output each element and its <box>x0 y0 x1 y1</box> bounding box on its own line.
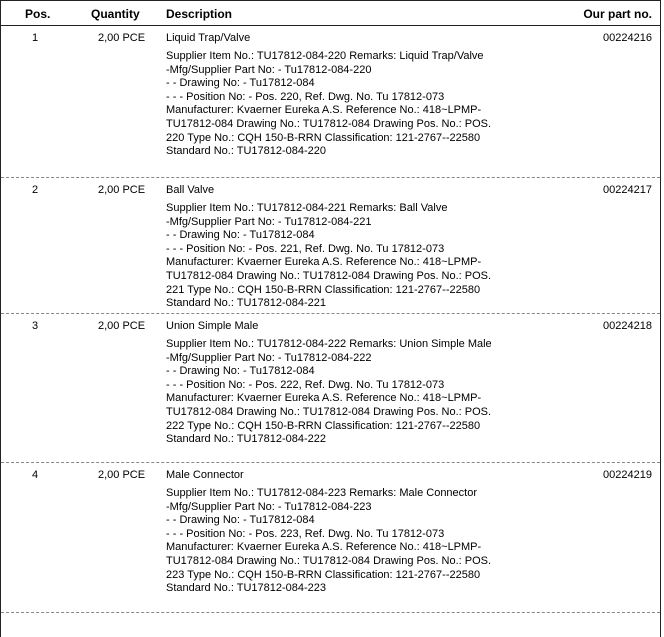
table-row <box>1 26 660 178</box>
row-quantity: 2,00 PCE <box>98 184 146 196</box>
row-details <box>166 338 511 447</box>
table-row <box>1 314 660 463</box>
row-quantity: 2,00 PCE <box>98 32 146 44</box>
detail-supplier-item: Supplier Item No.: TU17812-084-223 Remarks: Male Connector <box>166 487 478 499</box>
detail-manufacturer: Manufacturer: Kvaerner Eureka A.S. Reference No.: 418~LPMP-TU17812-084 Drawing No.: TU17812-084 Drawing Pos. No.: POS. 220 Type No.: CQH 150-B-RRN Classification: 121-2767--22580 Standard No.: TU17812-084-220 <box>166 104 492 158</box>
header-part-no: Our part no. <box>583 7 652 21</box>
detail-manufacturer: Manufacturer: Kvaerner Eureka A.S. Reference No.: 418~LPMP-TU17812-084 Drawing No.: TU17812-084 Drawing Pos. No.: POS. 221 Type No.: CQH 150-B-RRN Classification: 121-2767--22580 Standard No.: TU17812-084-221 <box>166 256 492 310</box>
row-description: Union Simple Male <box>166 320 259 332</box>
row-description: Ball Valve <box>166 184 215 196</box>
detail-supplier-item: Supplier Item No.: TU17812-084-220 Remarks: Liquid Trap/Valve <box>166 50 484 62</box>
row-pos: 2 <box>32 184 39 196</box>
detail-supplier-item: Supplier Item No.: TU17812-084-221 Remarks: Ball Valve <box>166 202 448 214</box>
detail-supplier-item: Supplier Item No.: TU17812-084-222 Remarks: Union Simple Male <box>166 338 492 350</box>
header-quantity: Quantity <box>91 7 140 21</box>
table-header <box>1 1 660 25</box>
row-part-no: 00224217 <box>603 184 652 196</box>
detail-position: - - - Position No: - Pos. 223, Ref. Dwg. No. Tu 17812-073 <box>166 527 445 540</box>
table-row <box>1 178 660 314</box>
detail-drawing: - - Drawing No: - Tu17812-084 <box>166 77 315 90</box>
row-pos: 1 <box>32 32 39 44</box>
row-quantity: 2,00 PCE <box>98 320 146 332</box>
header-description: Description <box>166 7 233 21</box>
row-details <box>166 487 511 596</box>
detail-mfg-part: -Mfg/Supplier Part No: - Tu17812-084-222 <box>166 351 372 364</box>
detail-position: - - - Position No: - Pos. 222, Ref. Dwg. No. Tu 17812-073 <box>166 378 445 391</box>
detail-drawing: - - Drawing No: - Tu17812-084 <box>166 229 315 242</box>
row-description: Liquid Trap/Valve <box>166 32 251 44</box>
row-pos: 4 <box>32 469 39 481</box>
detail-mfg-part: -Mfg/Supplier Part No: - Tu17812-084-221 <box>166 215 372 228</box>
row-details <box>166 50 511 159</box>
detail-mfg-part: -Mfg/Supplier Part No: - Tu17812-084-220 <box>166 63 372 76</box>
row-part-no: 00224218 <box>603 320 652 332</box>
row-part-no: 00224219 <box>603 469 652 481</box>
row-part-no: 00224216 <box>603 32 652 44</box>
header-pos: Pos. <box>25 7 51 21</box>
detail-drawing: - - Drawing No: - Tu17812-084 <box>166 365 315 378</box>
detail-manufacturer: Manufacturer: Kvaerner Eureka A.S. Reference No.: 418~LPMP-TU17812-084 Drawing No.: TU17812-084 Drawing Pos. No.: POS. 222 Type No.: CQH 150-B-RRN Classification: 121-2767--22580 Standard No.: TU17812-084-222 <box>166 392 492 446</box>
detail-drawing: - - Drawing No: - Tu17812-084 <box>166 514 315 527</box>
table-row <box>1 463 660 613</box>
detail-manufacturer: Manufacturer: Kvaerner Eureka A.S. Reference No.: 418~LPMP-TU17812-084 Drawing No.: TU17812-084 Drawing Pos. No.: POS. 223 Type No.: CQH 150-B-RRN Classification: 121-2767--22580 Standard No.: TU17812-084-223 <box>166 541 492 595</box>
detail-position: - - - Position No: - Pos. 221, Ref. Dwg. No. Tu 17812-073 <box>166 242 445 255</box>
row-pos: 3 <box>32 320 39 332</box>
row-description: Male Connector <box>166 469 244 481</box>
row-details <box>166 202 511 311</box>
row-quantity: 2,00 PCE <box>98 469 146 481</box>
detail-mfg-part: -Mfg/Supplier Part No: - Tu17812-084-223 <box>166 500 372 513</box>
detail-position: - - - Position No: - Pos. 220, Ref. Dwg. No. Tu 17812-073 <box>166 90 445 103</box>
